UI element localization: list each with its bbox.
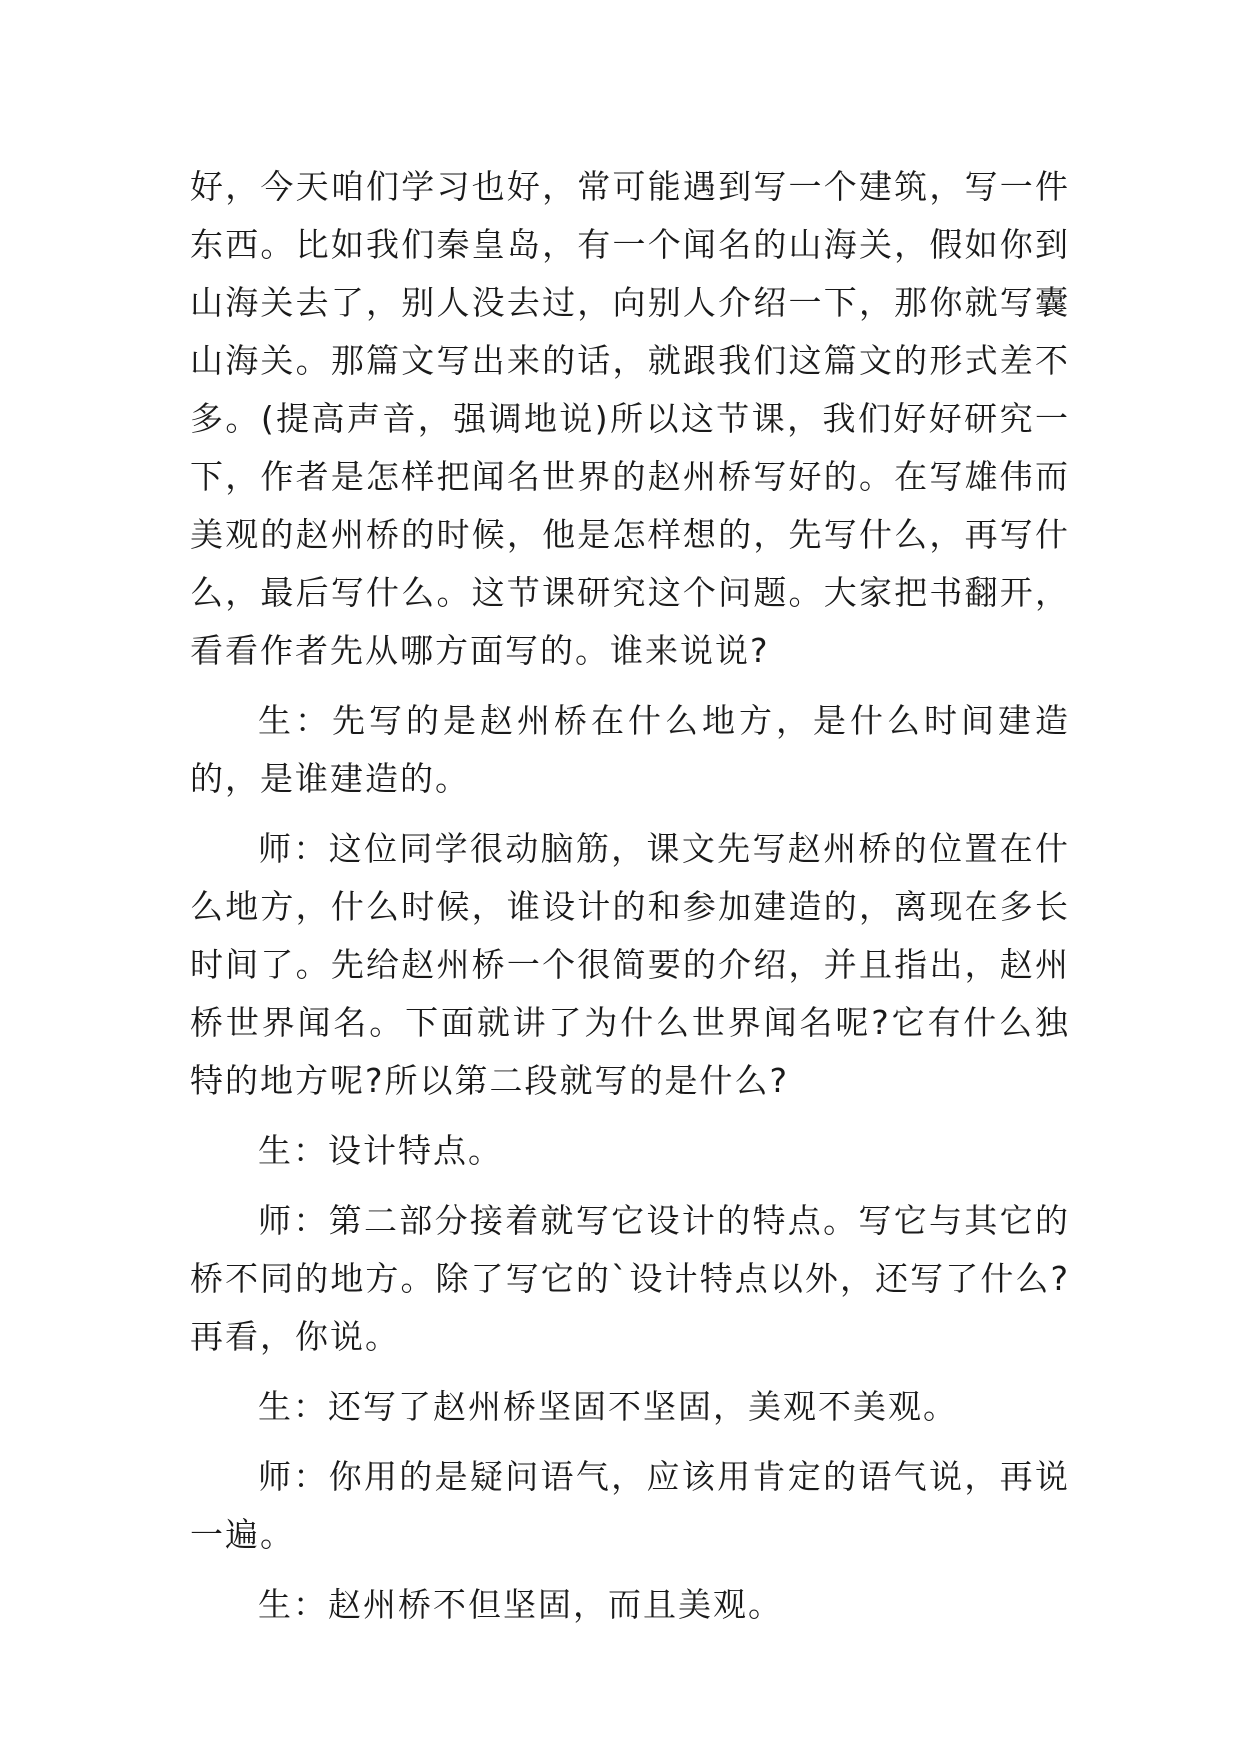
paragraph-teacher-1: 师：这位同学很动脑筋，课文先写赵州桥的位置在什么地方，什么时候，谁设计的和参加建造的，离现在多长时间了。先给赵州桥一个很简要的介绍，并且指出，赵州桥世界闻名。下面就讲了为什么世界闻名呢?它有什么独特的地方呢?所以第二段就写的是什么? xyxy=(190,829,1070,1100)
paragraph-student-1: 生：先写的是赵州桥在什么地方，是什么时间建造的，是谁建造的。 xyxy=(190,701,1070,798)
paragraph-student-2: 生：设计特点。 xyxy=(258,1131,503,1170)
paragraph-continuation: 好，今天咱们学习也好，常可能遇到写一个建筑，写一件东西。比如我们秦皇岛，有一个闻名的山海关，假如你到山海关去了，别人没去过，向别人介绍一下，那你就写囊山海关。那篇文写出来的话，就跟我们这篇文的形式差不多。(提高声音，强调地说)所以这节课，我们好好研究一下，作者是怎样把闻名世界的赵州桥写好的。在写雄伟而美观的赵州桥的时候，他是怎样想的，先写什么，再写什么，最后写什么。这节课研究这个问题。大家把书翻开，看看作者先从哪方面写的。谁来说说? xyxy=(190,167,1070,670)
paragraph-teacher-3: 师：你用的是疑问语气，应该用肯定的语气说，再说一遍。 xyxy=(190,1457,1070,1554)
paragraph-student-4: 生：赵州桥不但坚固，而且美观。 xyxy=(258,1585,783,1624)
paragraph-teacher-2: 师：第二部分接着就写它设计的特点。写它与其它的桥不同的地方。除了写它的`设计特点以外，还写了什么?再看，你说。 xyxy=(190,1201,1070,1356)
body-text xyxy=(190,158,1070,1634)
paragraph-student-3: 生：还写了赵州桥坚固不坚固，美观不美观。 xyxy=(258,1387,958,1426)
